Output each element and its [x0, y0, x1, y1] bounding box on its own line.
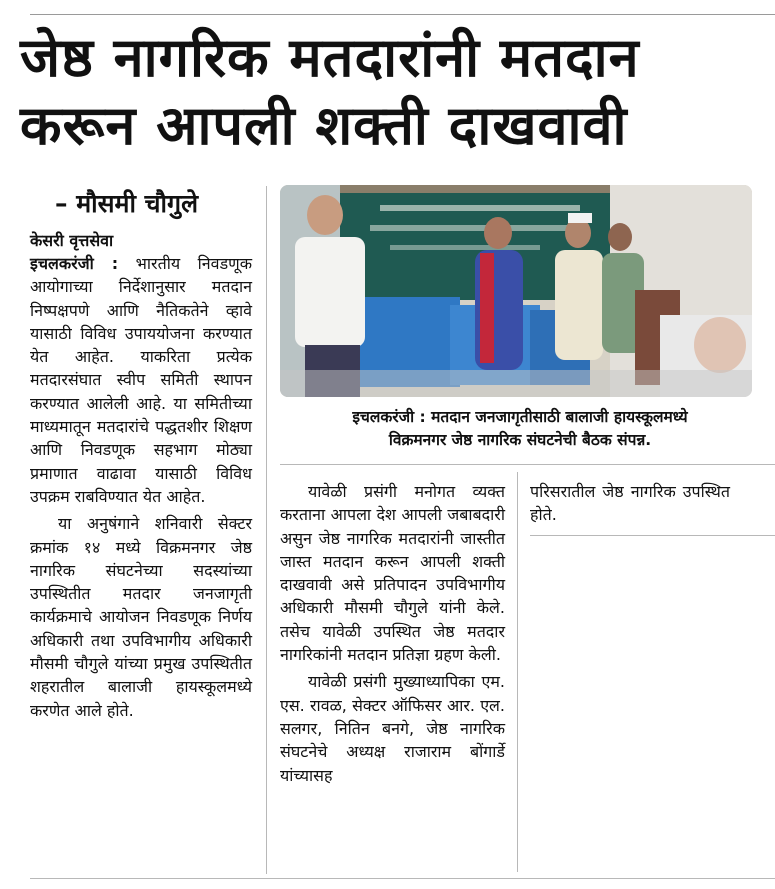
paragraph-1 — [30, 252, 252, 508]
event-photo — [280, 185, 752, 397]
headline-line-1: जेष्ठ नागरिक मतदारांनी मतदान — [20, 26, 640, 89]
column-3-end-rule — [530, 535, 775, 536]
byline: – मौसमी चौगुले — [55, 189, 199, 218]
paragraph-1-text: भारतीय निवडणूक आयोगाच्या निर्देशानुसार मतदान निष्पक्षपणे आणि नैतिकतेने व्हावे यासाठी विविध उपाययोजना करण्यात येत आहेत. याकरिता प्रत्येक मतदारसंघात स्वीप समिती स्थापन करण्यात आलेली आहे. या समितीच्या माध्यमातून मतदारांचे पद्धतशीर शिक्षण आणि निवडणूक सहभाग मोठ्या प्रमाणात वाढावा यासाठी विविध उपक्रम राबविण्यात येत आहेत. — [30, 254, 252, 506]
column-divider-1 — [266, 186, 267, 874]
event-photo-illustration — [280, 185, 752, 397]
article-column-1 — [30, 252, 252, 726]
bottom-rule — [30, 878, 775, 879]
photo-caption — [280, 406, 760, 452]
caption-line-2: विक्रमनगर जेष्ठ नागरिक संघटनेची बैठक संपन्न. — [388, 431, 652, 449]
dateline: इचलकरंजी : — [30, 254, 119, 273]
paragraph-4: यावेळी प्रसंगी मुख्याध्यापिका एम. एस. रावळ, सेक्टर ऑफिसर आर. एल. सलगर, नितिन बनगे, जेष्ठ नागरिक संघटनेचे अध्यक्ष राजाराम बोंगार्डे यांच्यासह — [280, 672, 505, 785]
paragraph-3: यावेळी प्रसंगी मनोगत व्यक्त करताना आपला देश आपली जबाबदारी असुन जेष्ठ नागरिक मतदारांनी जास्तीत जास्त मतदान करून आपली शक्ती दाखवावी असे प्रतिपादन उपविभागीय अधिकारी मौसमी चौगुले यांनी केले. तसेच यावेळी उपस्थित जेष्ठ मतदार नागरिकांनी मतदान प्रतिज्ञा ग्रहण केली. — [280, 482, 505, 665]
caption-rule — [280, 464, 775, 465]
top-rule — [30, 14, 775, 15]
article-column-3 — [530, 480, 730, 531]
headline — [20, 24, 760, 160]
column-divider-2 — [517, 472, 518, 872]
paragraph-2: या अनुषंगाने शनिवारी सेक्टर क्रमांक १४ मध्ये विक्रमनगर जेष्ठ नागरिक संघटनेच्या सदस्यांच्या उपस्थितीत मतदार जनजागृती कार्यक्रमाचे आयोजन निवडणूक निर्णय अधिकारी तथा उपविभागीय अधिकारी मौसमी चौगुले यांच्या प्रमुख उपस्थितीत शहरातील बालाजी हायस्कूलमध्ये करणेत आले होते. — [30, 514, 252, 720]
paragraph-5: परिसरातील जेष्ठ नागरिक उपस्थित होते. — [530, 482, 730, 525]
article-column-2 — [280, 480, 505, 791]
headline-line-2: करून आपली शक्ती दाखवावी — [20, 94, 628, 157]
news-agency: केसरी वृत्तसेवा — [30, 231, 114, 250]
caption-line-1: इचलकरंजी : मतदान जनजागृतीसाठी बालाजी हायस्कूलमध्ये — [352, 408, 688, 426]
